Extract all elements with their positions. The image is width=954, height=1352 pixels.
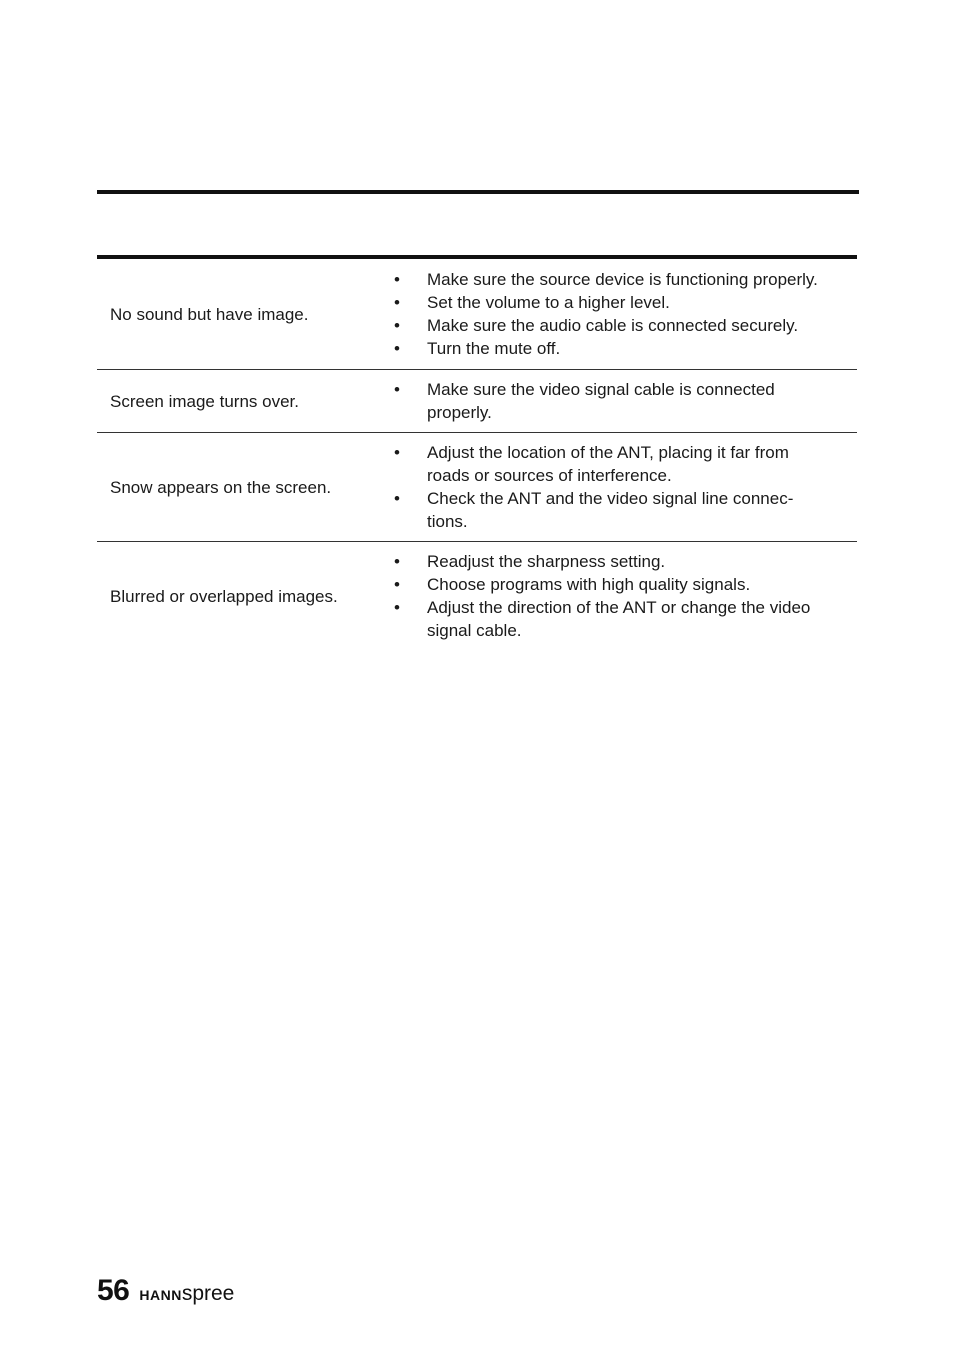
brand-logo-bold: HANN: [139, 1287, 182, 1303]
table-row: [97, 370, 857, 433]
bullet: •: [394, 339, 400, 358]
solution-list: [394, 378, 857, 424]
bullet: •: [394, 598, 400, 617]
brand-logo-light: spree: [181, 1282, 235, 1305]
list-item: [394, 550, 857, 573]
list-item: [394, 487, 857, 533]
list-item: [394, 441, 857, 487]
page-number: 56: [97, 1274, 130, 1307]
table-row: [97, 542, 857, 650]
bullet: •: [394, 489, 400, 508]
bullet: •: [394, 552, 400, 571]
solution-text: Make sure the audio cable is connected securely.: [427, 316, 799, 335]
list-item: [394, 596, 857, 642]
solution-text: Adjust the direction of the ANT or change the video signal cable.: [427, 598, 811, 640]
list-item: [394, 268, 857, 291]
page-footer: [97, 1274, 234, 1308]
list-item: [394, 573, 857, 596]
solution-text: Choose programs with high quality signals.: [427, 575, 751, 594]
bullet: •: [394, 380, 400, 399]
solution-list: [394, 441, 857, 533]
troubleshooting-table: [97, 255, 857, 650]
bullet: •: [394, 575, 400, 594]
solution-text: Adjust the location of the ANT, placing it far from roads or sources of interference.: [427, 443, 789, 485]
list-item: [394, 378, 857, 424]
table-row: [97, 259, 857, 370]
header-rule: [97, 190, 859, 194]
table-row: [97, 433, 857, 542]
solution-text: Readjust the sharpness setting.: [427, 552, 666, 571]
brand-logo: [139, 1282, 234, 1306]
solution-text: Turn the mute off.: [427, 339, 561, 358]
problem-text: No sound but have image.: [110, 304, 309, 324]
problem-text: Snow appears on the screen.: [110, 477, 332, 497]
bullet: •: [394, 443, 400, 462]
solution-text: Check the ANT and the video signal line connec-tions.: [427, 489, 794, 531]
solution-text: Make sure the source device is functioning properly.: [427, 270, 818, 289]
list-item: [394, 314, 857, 337]
list-item: [394, 337, 857, 360]
problem-text: Blurred or overlapped images.: [110, 586, 338, 606]
solution-text: Set the volume to a higher level.: [427, 293, 670, 312]
list-item: [394, 291, 857, 314]
solution-list: [394, 268, 857, 360]
solution-text: Make sure the video signal cable is connected properly.: [427, 380, 775, 422]
bullet: •: [394, 270, 400, 289]
bullet: •: [394, 293, 400, 312]
problem-text: Screen image turns over.: [110, 391, 299, 411]
solution-list: [394, 550, 857, 642]
bullet: •: [394, 316, 400, 335]
